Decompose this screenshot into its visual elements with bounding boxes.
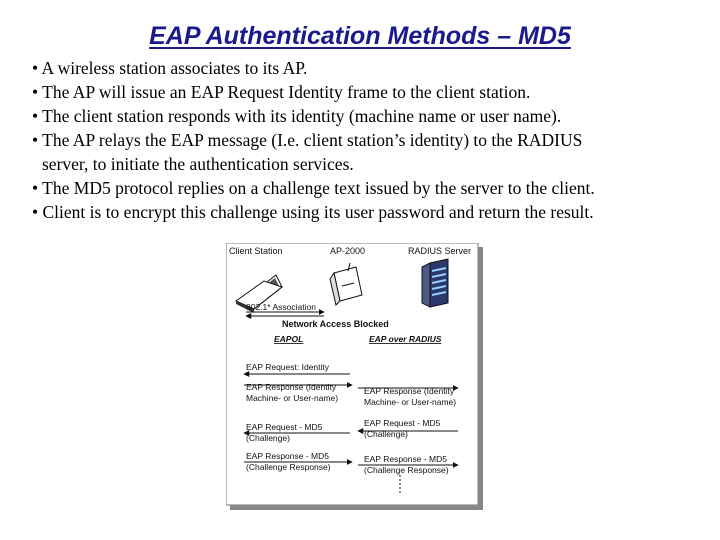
server-icon	[422, 259, 448, 307]
msg-eap-request-md5-2: (Challenge)	[246, 433, 290, 443]
bullet-item	[32, 128, 720, 176]
msg-radius-response-md5: EAP Response - MD5	[364, 454, 447, 464]
bullet-item: • The client station responds with its identity (machine name or user name).	[32, 106, 562, 126]
msg-eap-response-md5: EAP Response - MD5	[246, 451, 329, 461]
bullet-item: • The MD5 protocol replies on a challenge text issued by the server to the client.	[32, 178, 595, 198]
bullet-list	[32, 56, 720, 224]
slide-title: EAP Authentication Methods – MD5	[149, 22, 571, 50]
diagram-svg	[226, 243, 483, 510]
msg-eap-response-identity-2: Machine- or User-name)	[246, 393, 339, 403]
eap-over-radius-label: EAP over RADIUS	[369, 334, 442, 344]
bullet-item: • A wireless station associates to its AP.	[32, 58, 308, 78]
msg-radius-response-identity: EAP Response (Identity	[364, 386, 455, 396]
entity-client-station: Client Station	[229, 246, 283, 256]
entity-ap: AP-2000	[330, 246, 366, 256]
frame-shadow-right	[478, 247, 483, 508]
bullet-line-continued: server, to initiate the authentication services.	[42, 154, 354, 174]
msg-radius-response-identity-2: Machine- or User-name)	[364, 397, 457, 407]
eap-md5-sequence-diagram	[226, 243, 483, 510]
msg-eap-response-identity: EAP Response (Identity	[246, 382, 337, 392]
msg-eap-request-md5: EAP Request - MD5	[246, 422, 323, 432]
msg-eap-response-md5-2: (Challenge Response)	[246, 462, 331, 472]
msg-radius-request-md5: EAP Request - MD5	[364, 418, 441, 428]
msg-radius-response-md5-2: (Challenge Response)	[364, 465, 449, 475]
eapol-label: EAPOL	[274, 334, 304, 344]
msg-radius-request-md5-2: (Challenge)	[364, 429, 408, 439]
bullet-line: • The AP relays the EAP message (I.e. client station’s identity) to the RADIUS	[32, 130, 583, 150]
entity-radius-server: RADIUS Server	[408, 246, 472, 256]
bullet-item: • Client is to encrypt this challenge using its user password and return the result.	[32, 202, 594, 222]
network-blocked-label: Network Access Blocked	[282, 319, 389, 329]
frame-shadow-bottom	[230, 505, 483, 510]
association-label: 802.1* Association	[246, 302, 316, 312]
msg-eap-request-identity: EAP Request: Identity	[246, 362, 330, 372]
bullet-item: • The AP will issue an EAP Request Identity frame to the client station.	[32, 82, 531, 102]
